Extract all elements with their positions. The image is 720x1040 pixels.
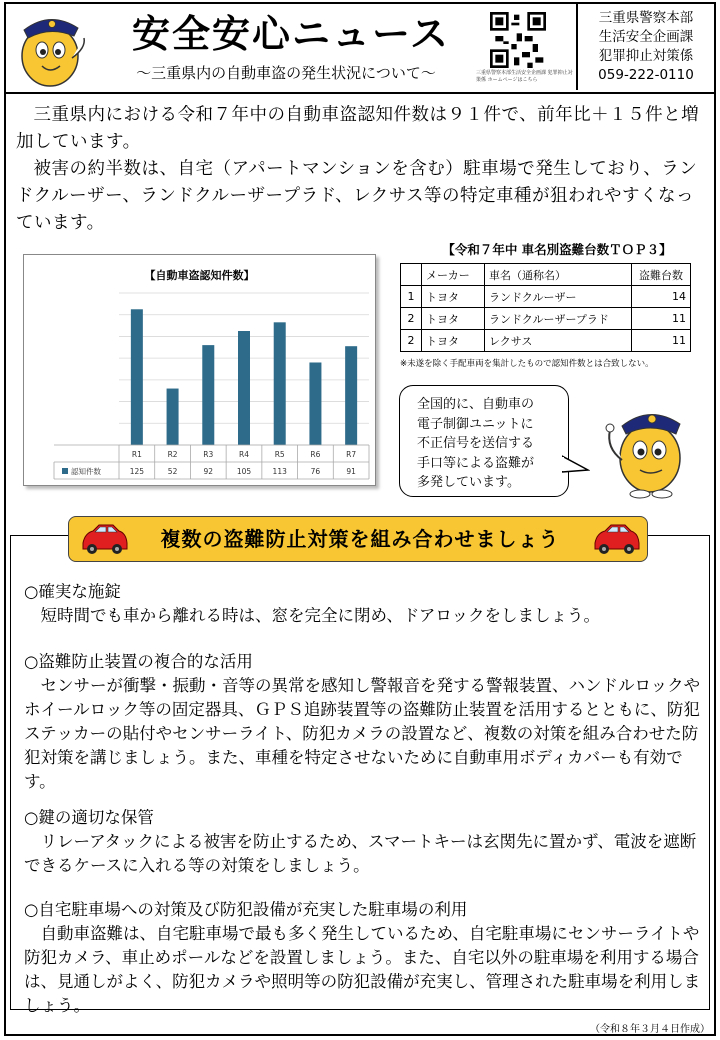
data-label: 113 (272, 467, 287, 476)
header (6, 4, 714, 94)
table-row (401, 330, 691, 352)
data-label: 91 (346, 467, 356, 476)
data-label: 76 (310, 467, 321, 476)
chart-bar (202, 345, 214, 445)
measure-item (24, 898, 704, 1018)
bubble-line: 手口等による盗難が (417, 455, 535, 471)
ranking-header-cell (401, 264, 422, 286)
table-row (401, 286, 691, 308)
measure-heading: ○鍵の適切な保管 (24, 808, 154, 827)
data-label: 92 (203, 467, 214, 476)
agency-line: 生活安全企画課 (598, 29, 694, 45)
speech-bubble (399, 385, 569, 497)
red-car-icon (591, 521, 641, 557)
intro-paragraph: 被害の約半数は、自宅（アパートマンションを含む）駐車場で発生しており、ランドクルーザー、ランドクルーザープラド、レクサス等の特定車種が狙われやすくなっています。 (16, 159, 698, 233)
qr-caption: 三重県警察本部生活安全企画課 犯罪抑止対策係 ホームページはこちら (476, 70, 573, 83)
measure-heading: ○自宅駐車場への対策及び防犯設備が充実した駐車場の利用 (24, 900, 468, 919)
car-name-cell: レクサス (485, 330, 632, 352)
ranking-header-cell: メーカー (422, 264, 485, 286)
page-title: 安全安心ニュース (131, 12, 451, 56)
legend-label: 認知件数 (71, 467, 101, 476)
rank-cell: 2 (401, 308, 422, 330)
agency-line: 犯罪抑止対策係 (598, 48, 694, 64)
x-tick-label: R1 (131, 450, 142, 459)
agency-phone: 059-222-0110 (598, 67, 694, 83)
count-cell: 11 (632, 330, 691, 352)
creation-date: （令和８年３月４日作成） (590, 1024, 710, 1035)
rank-cell: 2 (401, 330, 422, 352)
measure-body: 自動車盗難は、自宅駐車場で最も多く発生しているため、自宅駐車場にセンサーライトや防犯カメラ、車止めポールなどを設置しましょう。また、自宅以外の駐車場を利用する場合は、見通しがよく、防犯カメラや照明等の防犯設備が充実し、管理された駐車場を利用しましょう。 (24, 924, 701, 1015)
x-tick-label: R3 (203, 450, 214, 459)
red-car-icon (79, 521, 129, 557)
theft-count-chart (23, 254, 376, 486)
chart-svg (24, 255, 375, 485)
banner-text: 複数の盗難防止対策を組み合わせましょう (160, 527, 560, 551)
measure-item (24, 806, 704, 878)
page-subtitle: ～三重県内の自動車盗の発生状況について～ (136, 64, 436, 82)
ranking-header-row (401, 264, 691, 286)
measure-heading: ○確実な施錠 (24, 582, 121, 601)
chart-bar (274, 322, 286, 445)
car-name-cell: ランドクルーザー (485, 286, 632, 308)
chart-bar (238, 331, 250, 445)
measure-item (24, 650, 704, 794)
police-mascot-icon (12, 8, 90, 88)
data-label: 125 (129, 467, 145, 476)
maker-cell: トヨタ (422, 286, 485, 308)
ranking-table (400, 263, 691, 352)
count-cell: 14 (632, 286, 691, 308)
measure-body: センサーが衝撃・振動・音等の異常を感知し警報音を発する警報装置、ハンドルロックやホイールロック等の固定器具、ＧＰＳ追跡装置等の盗難防止装置を活用するとともに、防犯ステッカーの貼付やセンサーライト、防犯カメラの設置など、複数の対策を組み合わせた防犯対策を講じましょう。また、車種を特定させないために自動車用ボディカバーも有効です。 (24, 676, 701, 791)
measures-banner (68, 516, 648, 562)
x-tick-label: R7 (346, 450, 357, 459)
maker-cell: トヨタ (422, 330, 485, 352)
data-label: 105 (236, 467, 252, 476)
intro-text (16, 102, 700, 237)
measure-heading: ○盗難防止装置の複合的な活用 (24, 652, 253, 671)
bubble-line: 全国的に、自動車の (417, 397, 535, 412)
ranking-header-cell: 車名（通称名） (485, 264, 632, 286)
intro-paragraph: 三重県内における令和７年中の自動車盗認知件数は９１件で、前年比＋１５件と増加しています。 (16, 105, 700, 152)
x-tick-label: R2 (167, 450, 178, 459)
chart-bar (345, 346, 357, 445)
car-name-cell: ランドクルーザープラド (485, 308, 632, 330)
measure-body: リレーアタックによる被害を防止するため、スマートキーは玄関先に置かず、電波を遮断できるケースに入れる等の対策をしましょう。 (24, 832, 697, 875)
ranking-header-cell: 盗難台数 (632, 264, 691, 286)
table-row (401, 308, 691, 330)
chart-bar (167, 389, 179, 445)
bubble-line: 不正信号を送信する (417, 436, 535, 451)
ranking-note: ※未遂を除く手配車両を集計したもので認知件数とは合致しない。 (400, 359, 654, 369)
chart-bar (131, 309, 143, 445)
agency-contact (576, 4, 714, 90)
measure-item (24, 580, 704, 628)
agency-line: 三重県警察本部 (598, 10, 694, 26)
x-tick-label: R5 (274, 450, 285, 459)
bubble-line: 電子制御ユニットに (417, 416, 534, 432)
measure-body: 短時間でも車から離れる時は、窓を完全に閉め、ドアロックをしましょう。 (40, 606, 601, 625)
police-mascot-pointing-icon (580, 400, 700, 500)
x-tick-label: R6 (310, 450, 321, 459)
x-tick-label: R4 (239, 450, 249, 459)
chart-title: 【自動車盗認知件数】 (144, 269, 255, 282)
qr-code-icon[interactable] (490, 12, 546, 68)
maker-cell: トヨタ (422, 308, 485, 330)
count-cell: 11 (632, 308, 691, 330)
data-label: 52 (167, 467, 178, 476)
rank-cell: 1 (401, 286, 422, 308)
chart-bar (309, 362, 321, 445)
bubble-line: 多発しています。 (417, 475, 520, 490)
legend-swatch (62, 468, 68, 474)
ranking-title: 【令和７年中 車名別盗難台数ＴＯＰ３】 (442, 242, 672, 257)
qr-area (476, 12, 571, 88)
